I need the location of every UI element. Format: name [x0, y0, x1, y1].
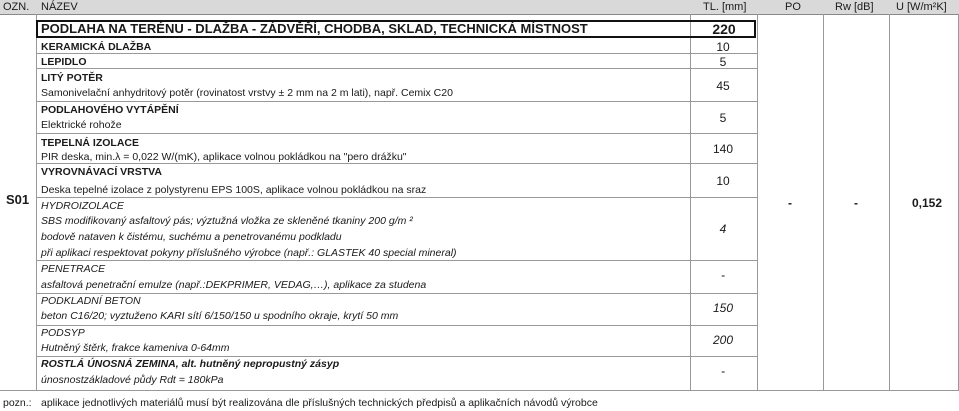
- header-po: PO: [785, 1, 801, 13]
- layer-thickness: 5: [719, 111, 727, 125]
- divider: [36, 14, 37, 391]
- divider: [36, 356, 757, 357]
- layer-name: PODLAHOVÉHO VYTÁPĚNÍ: [41, 104, 179, 116]
- layer-name: PENETRACE: [41, 263, 106, 275]
- divider: [823, 14, 824, 391]
- layer-name: HYDROIZOLACE: [41, 200, 124, 212]
- layer-thickness: 140: [712, 142, 734, 156]
- layer-description: Samonivelační anhydritový potěr (rovinatost vrstvy ± 2 mm na 2 m lati), např. Cemix C20: [41, 87, 453, 99]
- layer-name: ROSTLÁ ÚNOSNÁ ZEMINA, alt. hutněný nepropustný zásyp: [41, 358, 340, 370]
- divider: [36, 325, 757, 326]
- header-rw: Rw [dB]: [835, 1, 874, 13]
- layer-description: asfaltová penetrační emulze (např.:DEKPRIMER, VEDAG,…), aplikace za studena: [41, 279, 427, 291]
- divider: [690, 14, 691, 391]
- layer-name: KERAMICKÁ DLAŽBA: [41, 41, 152, 53]
- layer-name: LEPIDLO: [41, 56, 87, 68]
- note-label: pozn.:: [3, 397, 32, 409]
- u-value: 0,152: [911, 196, 943, 210]
- layer-description: únosnostzákladové půdy Rdt = 180kPa: [41, 374, 224, 386]
- layer-name: PODKLADNÍ BETON: [41, 295, 141, 307]
- layer-name: TEPELNÁ IZOLACE: [41, 137, 140, 149]
- layer-thickness: 10: [716, 174, 730, 188]
- layer-description: bodově nataven k čistému, suchému a penetrovanému podkladu: [41, 231, 342, 243]
- divider: [36, 197, 757, 198]
- layer-thickness: 45: [716, 79, 730, 93]
- table-header: [0, 0, 959, 15]
- note-text: aplikace jednotlivých materiálů musí být realizována dle příslušných technických předpisů a aplikačních návodů výrobce: [41, 397, 598, 409]
- divider: [36, 53, 757, 54]
- divider: [36, 163, 757, 164]
- total-thickness: 220: [712, 21, 736, 37]
- layer-name: LITÝ POTĚR: [41, 72, 103, 84]
- layer-thickness: 200: [712, 333, 734, 347]
- header-thickness: TL. [mm]: [703, 1, 747, 13]
- layer-description: Elektrické rohože: [41, 119, 122, 131]
- layer-thickness: 150: [712, 301, 734, 315]
- layer-description: PIR deska, min.λ = 0,022 W/(mK), aplikace volnou pokládkou na "pero drážku": [41, 151, 407, 163]
- layer-thickness: -: [721, 364, 725, 378]
- layer-thickness: 4: [719, 222, 727, 236]
- divider: [36, 293, 757, 294]
- layer-thickness: -: [721, 268, 725, 282]
- divider: [36, 260, 757, 261]
- divider: [36, 68, 757, 69]
- layer-name: VYROVNÁVACÍ VRSTVA: [41, 166, 162, 178]
- divider: [889, 14, 890, 391]
- header-u: U [W/m²K]: [896, 1, 947, 13]
- divider: [36, 101, 757, 102]
- assembly-title: PODLAHA NA TERÉNU - DLAŽBA - ZÁDVĚŘÍ, CHODBA, SKLAD, TECHNICKÁ MÍSTNOST: [41, 21, 588, 36]
- layer-description: SBS modifikovaný asfaltový pás; výztužná vložka ze skleněné tkaniny 200 g/m ²: [41, 215, 413, 227]
- layer-description: Deska tepelné izolace z polystyrenu EPS 100S, aplikace volnou pokládkou na sraz: [41, 184, 427, 196]
- divider: [757, 14, 758, 391]
- layer-description: Hutněný štěrk, frakce kameniva 0-64mm: [41, 342, 230, 354]
- fire-rating: -: [788, 196, 792, 210]
- layer-description: beton C16/20; vyztuženo KARI sítí 6/150/150 u spodního okraje, krytí 50 mm: [41, 310, 399, 322]
- layer-thickness: 10: [716, 40, 730, 54]
- layer-name: PODSYP: [41, 327, 85, 339]
- layer-thickness: 5: [719, 55, 727, 69]
- sound-rating: -: [854, 196, 858, 210]
- layer-description: při aplikaci respektovat pokyny příslušného výrobce (např.: GLASTEK 40 special mineral): [41, 247, 457, 259]
- header-ozn: OZN.: [3, 1, 30, 13]
- assembly-code: S01: [6, 192, 30, 207]
- divider: [36, 133, 757, 134]
- divider: [0, 390, 959, 391]
- header-nazev: NÁZEV: [41, 1, 78, 13]
